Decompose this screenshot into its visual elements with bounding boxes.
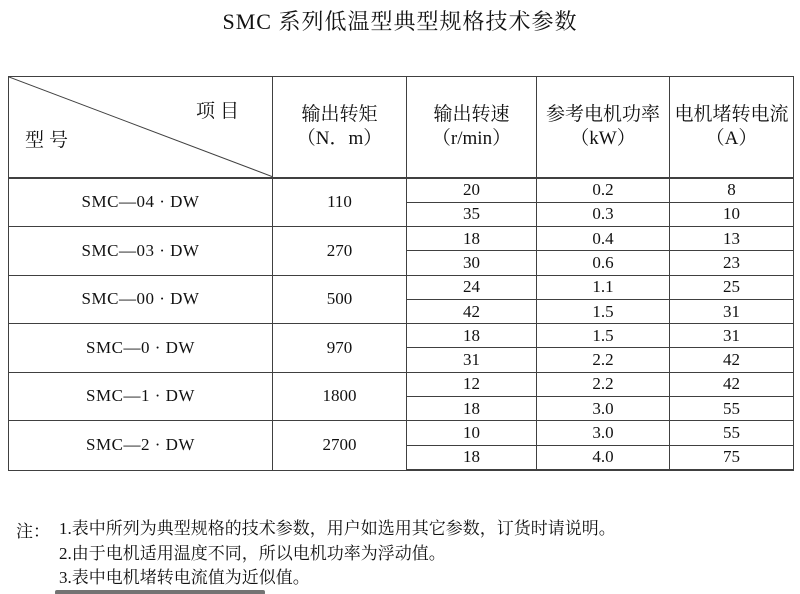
model-cell: SMC—00 · DW bbox=[9, 275, 273, 324]
current-cell: 42 bbox=[670, 348, 794, 372]
table-row bbox=[9, 178, 794, 203]
current-cell: 55 bbox=[670, 396, 794, 420]
current-cell: 75 bbox=[670, 445, 794, 470]
table-row bbox=[9, 421, 794, 445]
model-cell: SMC—0 · DW bbox=[9, 324, 273, 373]
notes-label: 注： bbox=[16, 522, 50, 541]
corner-label-item: 项目 bbox=[195, 101, 244, 122]
notes-list bbox=[59, 517, 616, 591]
current-cell: 42 bbox=[670, 372, 794, 396]
speed-cell: 10 bbox=[407, 421, 537, 445]
torque-cell: 270 bbox=[273, 227, 407, 276]
spec-table bbox=[8, 76, 794, 471]
speed-cell: 18 bbox=[407, 227, 537, 251]
power-cell: 4.0 bbox=[537, 445, 670, 470]
torque-cell: 970 bbox=[273, 324, 407, 373]
notes-section bbox=[16, 517, 616, 591]
speed-cell: 20 bbox=[407, 178, 537, 203]
model-cell: SMC—2 · DW bbox=[9, 421, 273, 470]
torque-cell: 1800 bbox=[273, 372, 407, 421]
speed-cell: 18 bbox=[407, 445, 537, 470]
power-cell: 2.2 bbox=[537, 348, 670, 372]
power-cell: 0.4 bbox=[537, 227, 670, 251]
current-cell: 55 bbox=[670, 421, 794, 445]
note-item-3: 3.表中电机堵转电流值为近似值。 bbox=[59, 568, 310, 587]
torque-cell: 2700 bbox=[273, 421, 407, 470]
corner-label-model: 型号 bbox=[25, 129, 74, 151]
header-motor-power: 参考电机功率 （kW） bbox=[537, 77, 670, 178]
power-cell: 1.5 bbox=[537, 324, 670, 348]
note-item-1: 1.表中所列为典型规格的技术参数，用户如选用其它参数，订货时请说明。 bbox=[59, 519, 616, 538]
header-stall-current: 电机堵转电流 （A） bbox=[670, 77, 794, 178]
current-cell: 31 bbox=[670, 299, 794, 323]
torque-cell: 500 bbox=[273, 275, 407, 324]
speed-cell: 12 bbox=[407, 372, 537, 396]
speed-cell: 31 bbox=[407, 348, 537, 372]
header-output-speed: 输出转速 （r/min） bbox=[407, 77, 537, 178]
note-item-2: 2.由于电机适用温度不同，所以电机功率为浮动值。 bbox=[59, 543, 446, 563]
current-cell: 10 bbox=[670, 202, 794, 226]
power-cell: 0.6 bbox=[537, 251, 670, 275]
header-row bbox=[9, 77, 794, 178]
table-row bbox=[9, 324, 794, 348]
speed-cell: 24 bbox=[407, 275, 537, 299]
model-cell: SMC—1 · DW bbox=[9, 372, 273, 421]
page-title: SMC 系列低温型典型规格技术参数 bbox=[222, 9, 578, 34]
scan-artifact bbox=[55, 590, 265, 594]
power-cell: 0.2 bbox=[537, 178, 670, 203]
speed-cell: 42 bbox=[407, 299, 537, 323]
corner-header-cell bbox=[9, 77, 273, 178]
current-cell: 13 bbox=[670, 227, 794, 251]
current-cell: 31 bbox=[670, 324, 794, 348]
current-cell: 25 bbox=[670, 275, 794, 299]
current-cell: 23 bbox=[670, 251, 794, 275]
table-row bbox=[9, 227, 794, 251]
speed-cell: 30 bbox=[407, 251, 537, 275]
power-cell: 1.5 bbox=[537, 299, 670, 323]
model-cell: SMC—04 · DW bbox=[9, 178, 273, 227]
torque-cell: 110 bbox=[273, 178, 407, 227]
table-row bbox=[9, 372, 794, 396]
model-cell: SMC—03 · DW bbox=[9, 227, 273, 276]
speed-cell: 18 bbox=[407, 324, 537, 348]
speed-cell: 35 bbox=[407, 202, 537, 226]
power-cell: 2.2 bbox=[537, 372, 670, 396]
power-cell: 1.1 bbox=[537, 275, 670, 299]
power-cell: 3.0 bbox=[537, 421, 670, 445]
header-output-torque: 输出转矩 （N．m） bbox=[273, 77, 407, 178]
current-cell: 8 bbox=[670, 178, 794, 203]
speed-cell: 18 bbox=[407, 396, 537, 420]
table-row bbox=[9, 275, 794, 299]
power-cell: 3.0 bbox=[537, 396, 670, 420]
power-cell: 0.3 bbox=[537, 202, 670, 226]
